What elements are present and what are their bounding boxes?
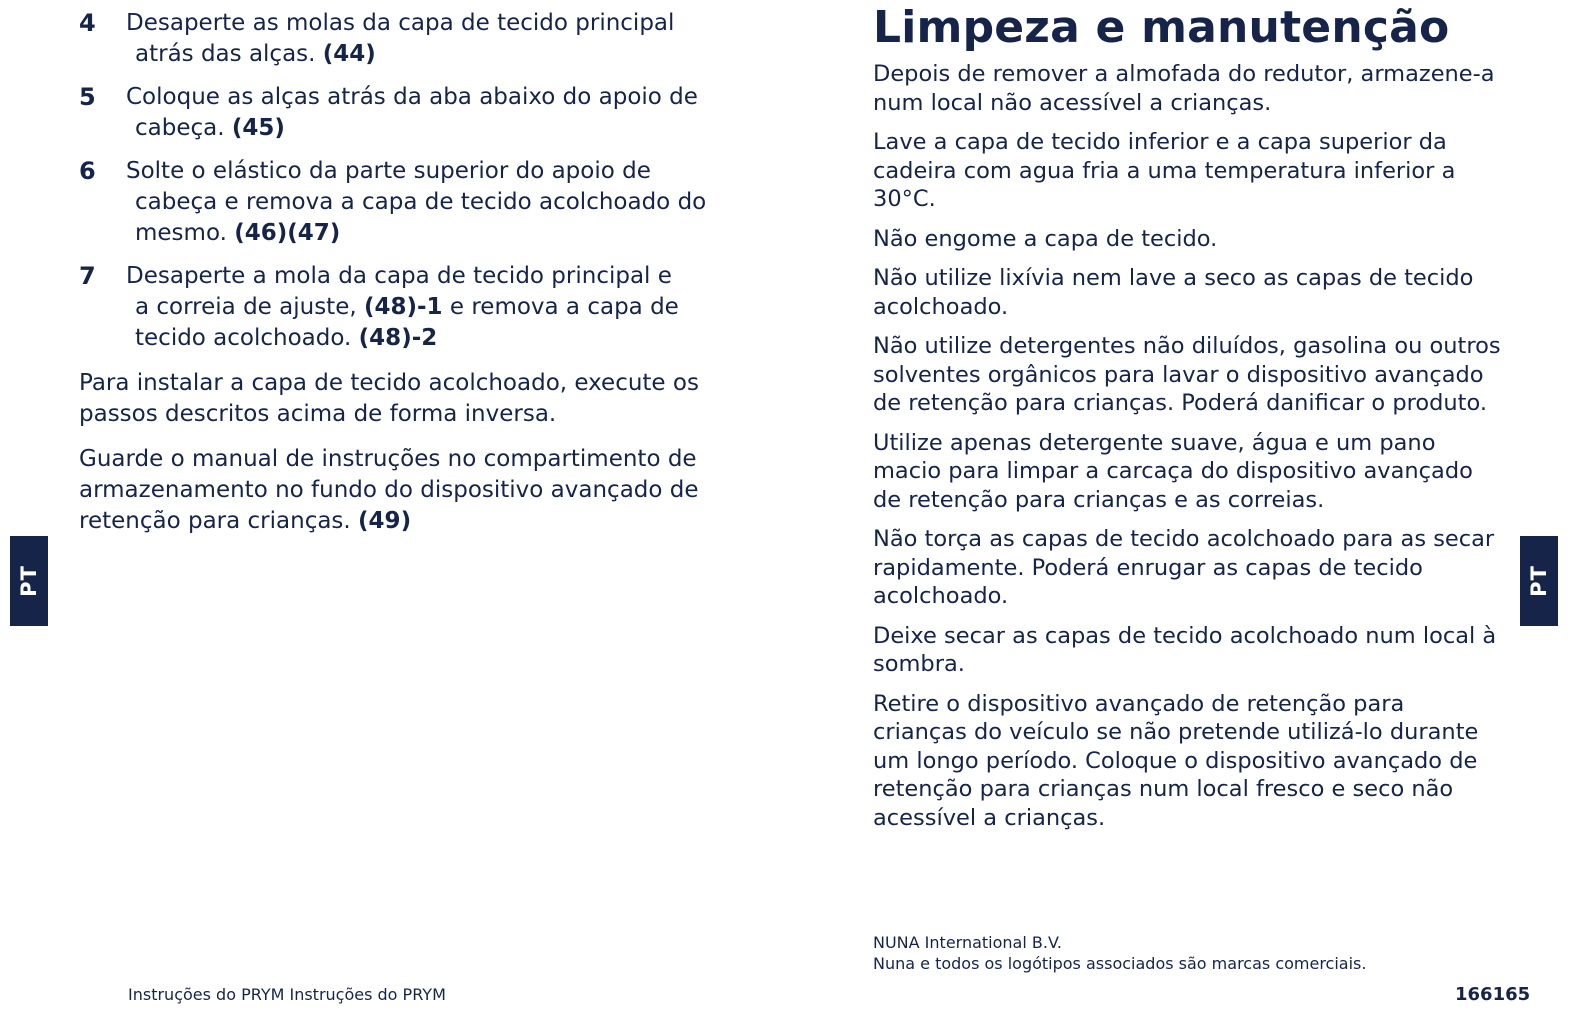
paragraph: Não utilize lixívia nem lave a seco as capas de tecido acolchoado. [873, 265, 1474, 320]
step-number: 6 [79, 157, 96, 185]
step-item [79, 261, 719, 354]
page-numbers: 166165 [1455, 984, 1531, 1005]
company-info [873, 932, 1366, 974]
paragraph: Não torça as capas de tecido acolchoado para as secar rapidamente. Poderá enrugar as capas de tecido acolchoado. [873, 526, 1495, 609]
paragraph: Lave a capa de tecido inferior e a capa superior da cadeira com agua fria a uma temperatura inferior a 30°C. [873, 129, 1456, 212]
paragraph: Não engome a capa de tecido. [873, 225, 1218, 252]
figure-reference: (49) [358, 508, 412, 534]
page-footer: Instruções do PRYM Instruções do PRYM [128, 985, 446, 1004]
install-paragraph: Para instalar a capa de tecido acolchoado, execute os passos descritos acima de forma inversa. [79, 370, 699, 427]
step-number: 5 [79, 83, 96, 111]
step-item [79, 8, 719, 70]
step-number: 4 [79, 9, 96, 37]
figure-reference: (44) [322, 41, 376, 67]
paragraph: Deixe secar as capas de tecido acolchoado num local à sombra. [873, 622, 1497, 677]
figure-reference: (48)-2 [358, 325, 438, 351]
step-item [79, 82, 719, 144]
step-text: Solte o elástico da parte superior do apoio de cabeça e remova a capa de tecido acolchoado do mesmo. (46)(47) [126, 158, 707, 246]
paragraph: Retire o dispositivo avançado de retenção para crianças do veículo se não pretende utilizá-lo durante um longo período. Coloque o dispositivo avançado de retenção para crianças num local fresco e seco não acessível a crianças. [873, 690, 1479, 831]
section-title: Limpeza e manutenção [873, 2, 1450, 53]
right-page [790, 0, 1580, 1021]
paragraph: Depois de remover a almofada do redutor, armazene-a num local não acessível a crianças. [873, 61, 1495, 116]
paragraph: Utilize apenas detergente suave, água e um pano macio para limpar a carcaça do dispositivo avançado de retenção para crianças e as correias. [873, 429, 1473, 513]
figure-reference: (46)(47) [234, 220, 341, 246]
language-tab: PT [1520, 536, 1558, 626]
paragraph: Não utilize detergentes não diluídos, gasolina ou outros solventes orgânicos para lavar o dispositivo avançado de retenção para crianças. Poderá danificar o produto. [873, 333, 1501, 416]
trademark-notice: Nuna e todos os logótipos associados são marcas comerciais. [873, 954, 1367, 973]
step-text: Coloque as alças atrás da aba abaixo do apoio de cabeça. (45) [126, 84, 698, 141]
company-name: NUNA International B.V. [873, 933, 1062, 952]
language-tab: PT [10, 536, 48, 626]
figure-reference: (48)-1 [363, 294, 443, 320]
cleaning-paragraphs [873, 60, 1503, 843]
figure-reference: (45) [231, 115, 285, 141]
step-item [79, 156, 719, 249]
storage-paragraph: Guarde o manual de instruções no compartimento de armazenamento no fundo do dispositivo avançado de retenção para crianças. (49) [79, 446, 699, 534]
step-text: Desaperte as molas da capa de tecido principal atrás das alças. (44) [126, 10, 675, 67]
step-text: Desaperte a mola da capa de tecido principal e a correia de ajuste, (48)-1 e remova a capa de tecido acolchoado. (48)-2 [126, 263, 679, 351]
step-list [79, 8, 719, 366]
left-paragraphs [79, 368, 709, 551]
step-number: 7 [79, 262, 96, 290]
